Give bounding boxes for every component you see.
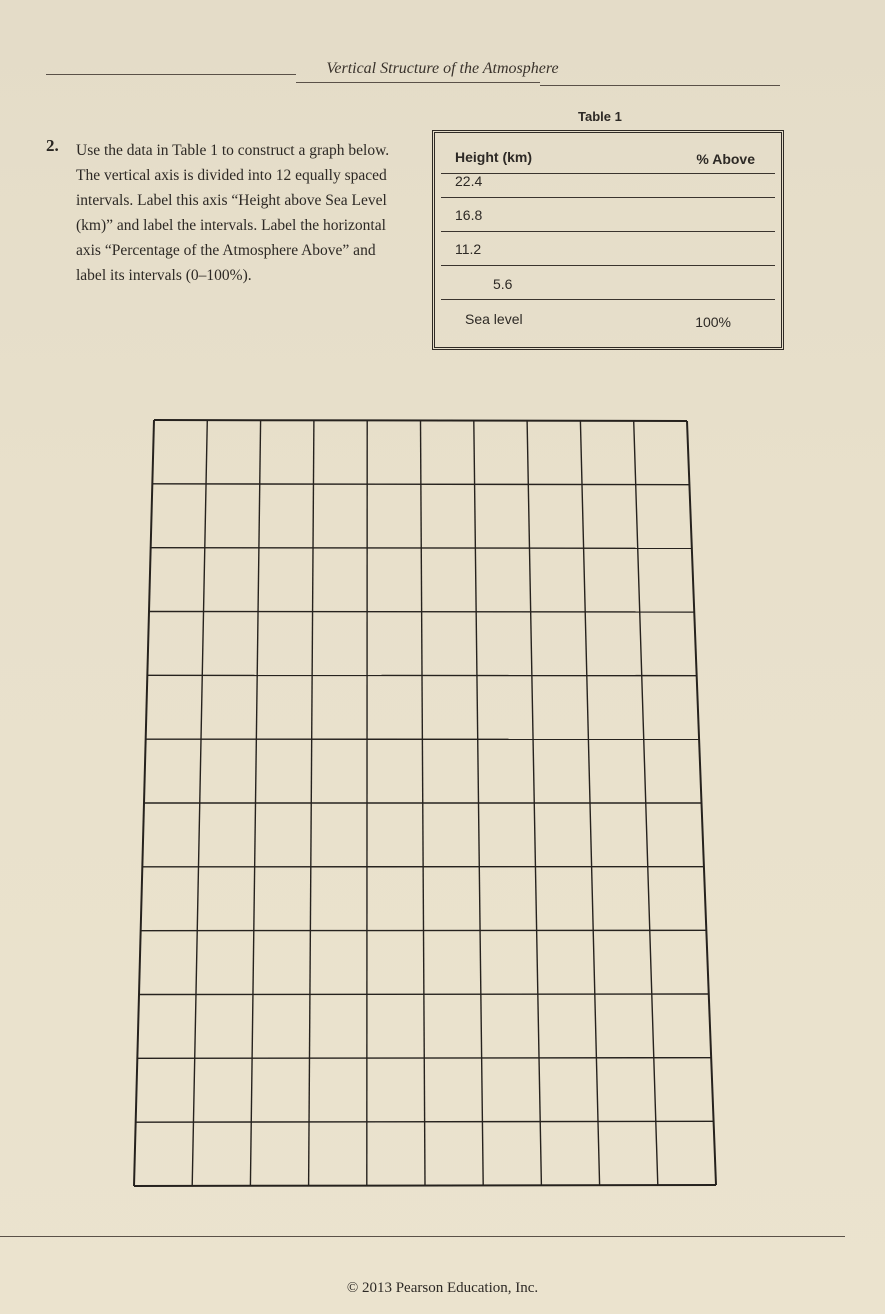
height-value: 22.4 [455, 173, 483, 189]
grid-horizontal-line [139, 994, 709, 995]
data-table [432, 130, 784, 350]
grid-horizontal-line [137, 1058, 711, 1059]
copyright-text: © 2013 Pearson Education, Inc. [346, 1280, 539, 1296]
footer-rule [0, 1236, 845, 1237]
question-number: 2. [46, 136, 59, 155]
grid-horizontal-line [136, 1121, 714, 1122]
height-value: 11.2 [455, 241, 482, 257]
grid-horizontal-line [154, 420, 687, 421]
table-header-row [441, 145, 775, 174]
page-header-title: Vertical Structure of the Atmosphere [326, 60, 559, 77]
grid-horizontal-line [134, 1185, 716, 1186]
grid-horizontal-line [152, 484, 689, 485]
table-row [441, 231, 775, 266]
height-value: 5.6 [493, 276, 513, 292]
column-header-height: Height (km) [455, 149, 532, 165]
height-value: Sea level [465, 311, 523, 327]
table-row [441, 299, 775, 339]
header-rule-right [540, 85, 780, 86]
grid-horizontal-line [149, 612, 694, 613]
table-row [441, 197, 775, 232]
table-row [441, 265, 775, 300]
table-caption: Table 1 [578, 109, 622, 124]
graph-grid-svg [132, 418, 722, 1194]
blank-graph-grid [132, 418, 722, 1199]
grid-horizontal-line [151, 548, 692, 549]
table-row [441, 173, 775, 198]
header-underline [296, 82, 540, 83]
percent-value: 100% [695, 314, 731, 330]
column-header-percent: % Above [696, 151, 755, 167]
question-text: Use the data in Table 1 to construct a graph below. The vertical axis is divided into 12 equally spaced intervals. Label this axis “Height above Sea Level (km)” and label the intervals. Label the horizontal axis “Percentage of the Atmosphere Above” and label its intervals (0–100%). [76, 142, 390, 284]
height-value: 16.8 [455, 207, 483, 223]
